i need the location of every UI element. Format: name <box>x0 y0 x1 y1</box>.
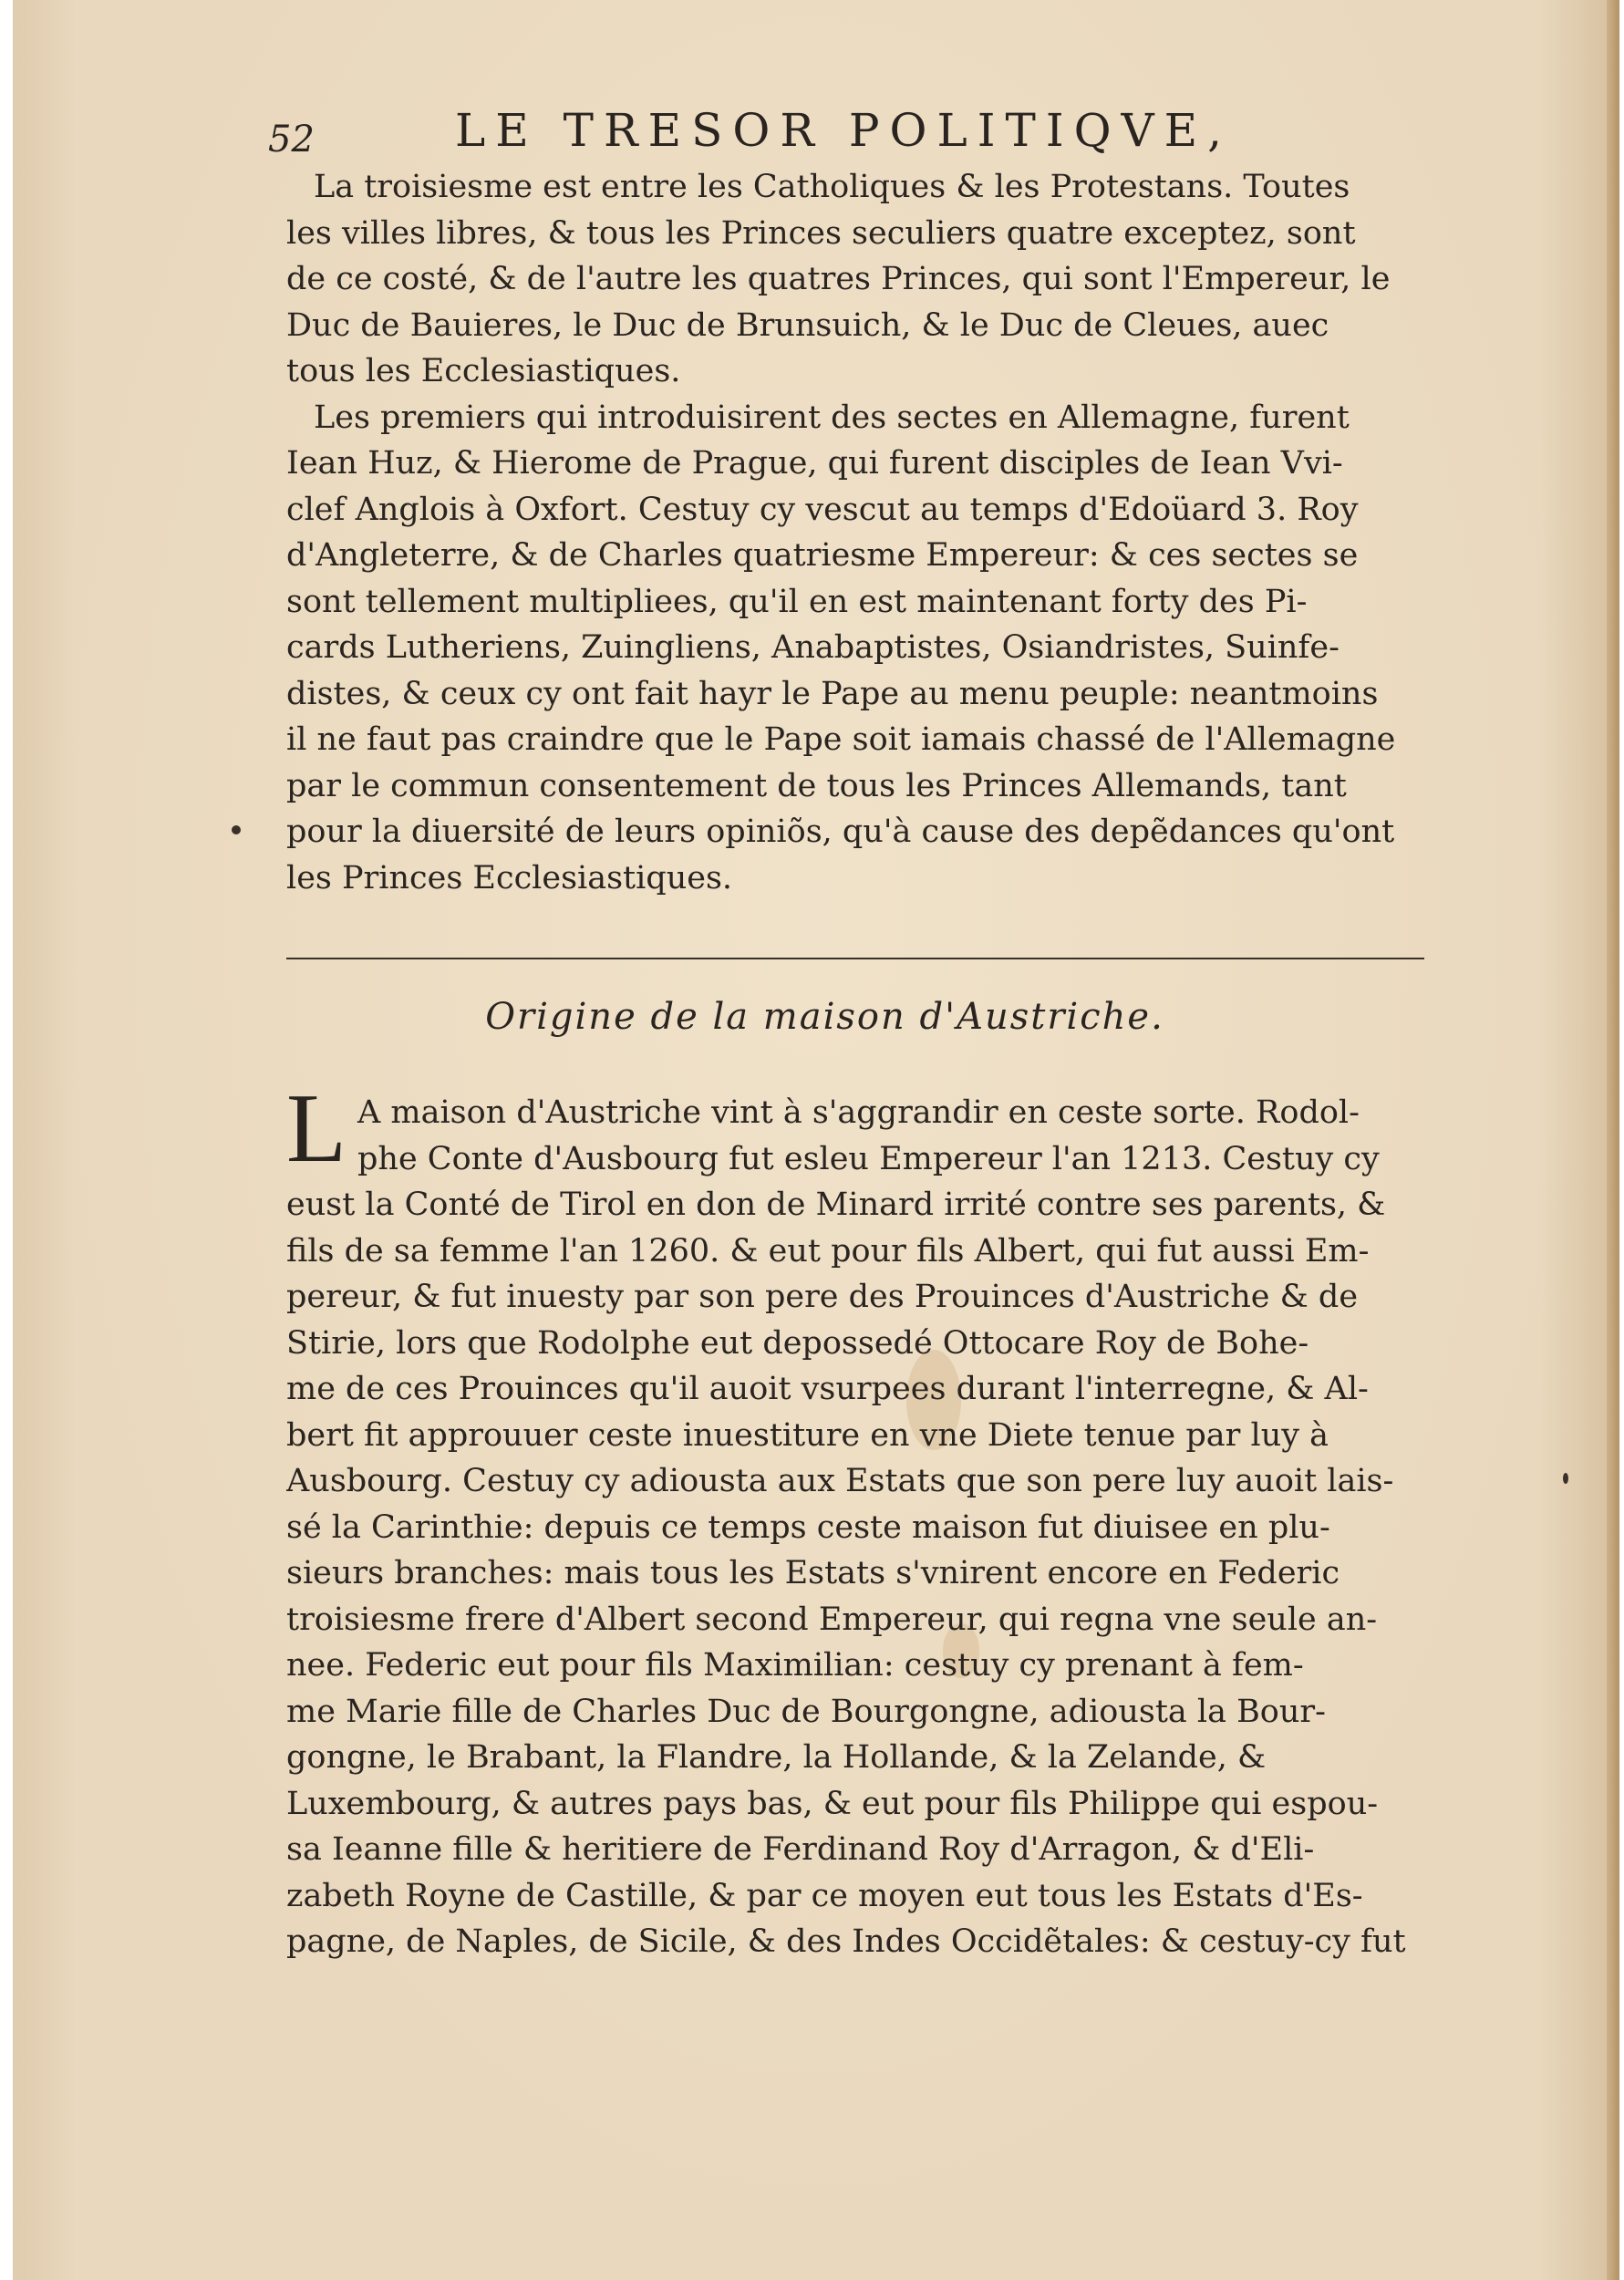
text-line: les villes libres, & tous les Princes seculiers quatre exceptez, sont <box>286 214 1356 252</box>
text-line: Les premiers qui introduisirent des sectes en Allemagne, furent <box>314 399 1350 436</box>
text-line: me Marie fille de Charles Duc de Bourgongne, adiousta la Bour- <box>286 1693 1326 1730</box>
text-line: pour la diuersité de leurs opiniõs, qu'à cause des depẽdances qu'ont <box>286 814 1395 850</box>
text-line: clef Anglois à Oxfort. Cestuy cy vescut au temps d'Edoüard 3. Roy <box>286 491 1359 528</box>
text-line: par le commun consentement de tous les Princes Allemands, tant <box>286 767 1347 804</box>
running-head: LE TRESOR POLITIQVE, <box>455 104 1233 157</box>
text-line: A maison d'Austriche vint à s'aggrandir en ceste sorte. Rodol- <box>357 1094 1360 1131</box>
book-page <box>13 0 1619 2280</box>
page-header <box>268 102 1453 166</box>
text-line: distes, & ceux cy ont fait hayr le Pape au menu peuple: neantmoins <box>286 675 1379 712</box>
text-line: sa Ieanne fille & heritiere de Ferdinand Roy d'Arragon, & d'Eli- <box>286 1831 1315 1868</box>
text-line: sont tellement multipliees, qu'il en est maintenant forty des Pi- <box>286 583 1308 620</box>
text-line: gongne, le Brabant, la Flandre, la Hollande, & la Zelande, & <box>286 1739 1267 1776</box>
text-line: fils de sa femme l'an 1260. & eut pour fils Albert, qui fut aussi Em- <box>286 1232 1370 1270</box>
text-line: pereur, & fut inuesty par son pere des Prouinces d'Austriche & de <box>286 1279 1359 1315</box>
ink-speck <box>232 825 241 834</box>
page-number: 52 <box>268 119 315 161</box>
text-line: Ausbourg. Cestuy cy adiousta aux Estats que son pere luy auoit lais- <box>286 1463 1394 1499</box>
text-line: pagne, de Naples, de Sicile, & des Indes Occidẽtales: & cestuy-cy fut <box>286 1923 1406 1960</box>
text-line: tous les Ecclesiastiques. <box>286 353 681 389</box>
text-line: Duc de Bauieres, le Duc de Brunsuich, & le Duc de Cleues, auec <box>286 306 1329 344</box>
section-one-text <box>286 164 1444 901</box>
ink-speck <box>1563 1473 1568 1484</box>
drop-cap-letter: L <box>286 1074 347 1183</box>
section-two-text <box>286 1090 1444 1965</box>
text-line: nee. Federic eut pour fils Maximilian: cestuy cy prenant à fem- <box>286 1647 1304 1684</box>
page-edge <box>1607 0 1619 2280</box>
section-heading: Origine de la maison d'Austriche. <box>485 996 1164 1038</box>
text-line: il ne faut pas craindre que le Pape soit iamais chassé de l'Allemagne <box>286 721 1396 758</box>
text-line: sieurs branches: mais tous les Estats s'vnirent encore en Federic <box>286 1555 1340 1591</box>
text-line: sé la Carinthie: depuis ce temps ceste maison fut diuisee en plu- <box>286 1508 1330 1546</box>
text-line: eust la Conté de Tirol en don de Minard irrité contre ses parents, & <box>286 1187 1386 1223</box>
text-line: me de ces Prouinces qu'il auoit vsurpees durant l'interregne, & Al- <box>286 1371 1369 1407</box>
section-divider <box>286 958 1424 959</box>
text-line: bert fit approuuer ceste inuestiture en vne Diete tenue par luy à <box>286 1416 1329 1454</box>
text-line: cards Lutheriens, Zuingliens, Anabaptistes, Osiandristes, Suinfe- <box>286 629 1340 666</box>
text-line: d'Angleterre, & de Charles quatriesme Empereur: & ces sectes se <box>286 537 1359 574</box>
text-line: de ce costé, & de l'autre les quatres Princes, qui sont l'Empereur, le <box>286 261 1391 297</box>
text-line: Stirie, lors que Rodolphe eut depossedé Ottocare Roy de Bohe- <box>286 1324 1309 1362</box>
text-line: La troisiesme est entre les Catholiques & les Protestans. Toutes <box>314 169 1350 205</box>
text-line: phe Conte d'Ausbourg fut esleu Empereur l'an 1213. Cestuy cy <box>357 1140 1380 1177</box>
text-line: Luxembourg, & autres pays bas, & eut pour fils Philippe qui espou- <box>286 1785 1379 1822</box>
text-line: Iean Huz, & Hierome de Prague, qui furent disciples de Iean Vvi- <box>286 445 1343 482</box>
text-line: zabeth Royne de Castille, & par ce moyen eut tous les Estats d'Es- <box>286 1877 1363 1914</box>
text-line: les Princes Ecclesiastiques. <box>286 859 733 896</box>
text-line: troisiesme frere d'Albert second Empereur, qui regna vne seule an- <box>286 1601 1378 1638</box>
